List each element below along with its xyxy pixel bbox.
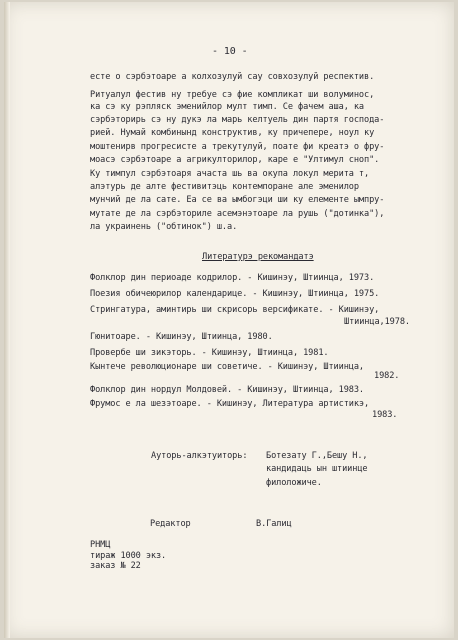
intro-line: мунчий де ла сате. Еа се ва ымбогэци ши ку елементе ымпру- [90,195,385,205]
print-code: РНМЦ [90,540,111,550]
intro-line: сэрбэторирь сэ ну дукэ ла марь келтуель дин партя господа- [90,115,385,125]
document-page [4,2,454,638]
literature-item: Поезия обичеюрилор календарице. - Кишинэу, Штиинца, 1975. [90,289,380,299]
literature-item-cont: 1983. [372,410,398,420]
intro-line: рией. Нумай комбинынд конструктив, ку причепере, ноул ку [90,128,375,138]
intro-line: алэтурь де алте фестивитэць контемпоране але эменилор [90,182,359,192]
authors-names: Ботезату Г.,Бешу Н., [266,451,368,461]
literature-item: Провербе ши зикэторь. - Кишинэу, Штиинца, 1981. [90,348,329,358]
literature-item: Фрумос е ла шезэтоаре. - Кишинэу, Литература артистикэ, [90,399,370,409]
intro-line: ка сэ ку рэпляск эменийлор мулт тимп. Се фачем аша, ка [90,102,364,112]
literature-item-cont: 1982. [374,371,400,381]
intro-line: есте о сэрбэтоаре а колхозулуй сау совхозулуй респектив. [90,72,375,82]
literature-item: Фолклор дин периоаде кодрилор. - Кишинэу, Штиинца, 1973. [90,273,375,283]
editor-name: В.Галиц [256,519,292,529]
intro-line: Ритуалул фестив ну требуе сэ фие компликат ши волуминос, [90,90,375,100]
literature-item: Кынтече революционаре ши советиче. - Кишинэу, Штиинца, [90,362,364,372]
authors-label: Ауторь-алкэтуиторь: [151,451,248,461]
intro-line: моасэ сэрбэтоаре а агрикулторилор, каре е "Ултимул сноп". [90,155,380,165]
authors-field: филоложиче. [266,478,322,488]
print-order: заказ № 22 [90,561,141,571]
literature-item-cont: Штиинца,1978. [344,317,410,327]
literature-item: Стрингатура, аминтирь ши скрисорь версификате. - Кишинэу, [90,305,380,315]
intro-line: Ку тимпул сэрбэтоаря ачаста шь ва окупа локул мерита т, [90,169,370,179]
print-run: тираж 1000 экз. [90,551,167,561]
intro-line: моштенирв прогресисте а трекутулуй, поате фи креатэ о фру- [90,142,385,152]
intro-line: ла украинень ("обтинок") ш.а. [90,222,238,232]
literature-item: Фолклор дин нордул Молдовей. - Кишинэу, Штиинца, 1983. [90,385,364,395]
authors-title: кандидаць ын штиинце [266,464,368,474]
page-number: - 10 - [212,46,248,57]
page-fold-shadow [4,2,10,638]
literature-heading: Литературэ рекомандатэ [202,252,314,262]
intro-line: мутате де ла сэрбэториле асемэнэтоаре ла рушь ("дотинка"), [90,209,385,219]
editor-label: Редактор [150,519,191,529]
literature-item: Гюнитоаре. - Кишинэу, Штиинца, 1980. [90,332,273,342]
